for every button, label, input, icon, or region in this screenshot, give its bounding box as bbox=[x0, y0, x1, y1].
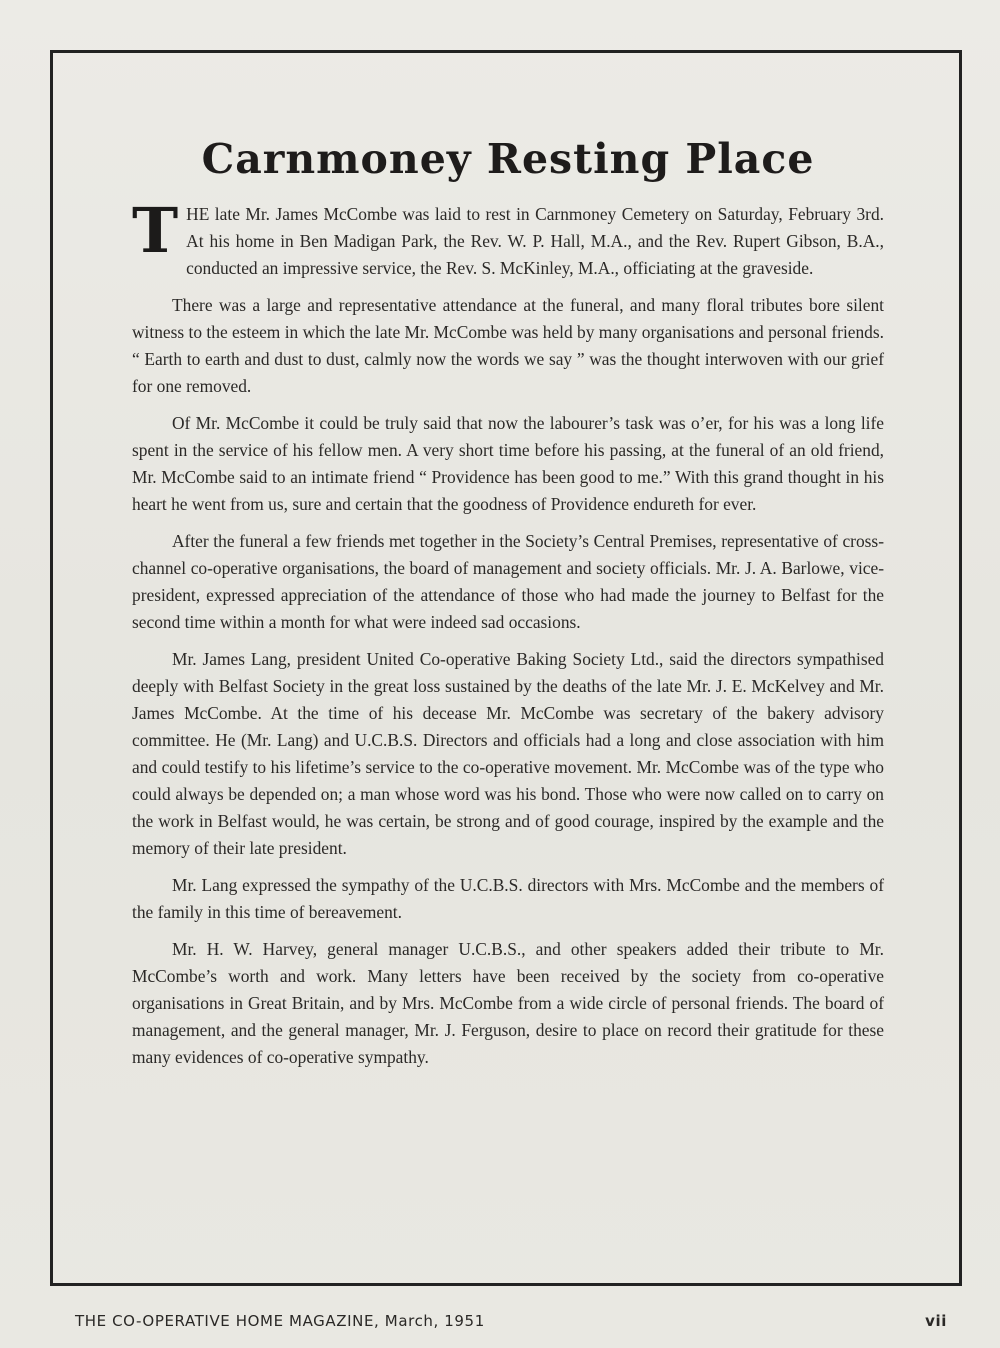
drop-cap: T bbox=[132, 194, 179, 267]
article-paragraph-6: Mr. Lang expressed the sympathy of the U.C.B.S. directors with Mrs. McCombe and the members of the family in this time of bereavement. bbox=[132, 875, 884, 922]
article bbox=[132, 135, 884, 1081]
article-paragraph-4: After the funeral a few friends met together in the Society’s Central Premises, representative of cross-channel co-operative organisations, the board of management and society officials. Mr. J. A. Barlowe, vice-president, expressed appreciation of the attendance of those who had made the journey to Belfast for the second time within a month for what were indeed sad occasions. bbox=[132, 531, 884, 632]
article-paragraph-2: There was a large and representative attendance at the funeral, and many floral tributes bore silent witness to the esteem in which the late Mr. McCombe was held by many organisations and personal friends. “ Earth to earth and dust to dust, calmly now the words we say ” was the thought interwoven with our grief for one removed. bbox=[132, 295, 884, 396]
footer-magazine-name: THE CO-OPERATIVE HOME MAGAZINE, bbox=[75, 1312, 380, 1330]
paragraph-text: HE late Mr. James McCombe was laid to rest in Carnmoney Cemetery on Saturday, February 3rd. At his home in Ben Madigan Park, the Rev. W. P. Hall, M.A., and the Rev. Rupert Gibson, B.A., conducted an impressive service, the Rev. S. McKinley, M.A., officiating at the graveside. bbox=[186, 204, 884, 278]
article-paragraph-3: Of Mr. McCombe it could be truly said that now the labourer’s task was o’er, for his was a long life spent in the service of his fellow men. A very short time before his passing, at the funeral of an old friend, Mr. McCombe said to an intimate friend “ Providence has been good to me.” With this grand thought in his heart he went from us, sure and certain that the goodness of Providence endureth for ever. bbox=[132, 413, 884, 514]
footer-issue-date: March, 1951 bbox=[384, 1312, 485, 1330]
article-title: Carnmoney Resting Place bbox=[201, 135, 815, 183]
article-paragraph-5: Mr. James Lang, president United Co-operative Baking Society Ltd., said the directors sympathised deeply with Belfast Society in the great loss sustained by the deaths of the late Mr. J. E. McKelvey and Mr. James McCombe. At the time of his decease Mr. McCombe was secretary of the bakery advisory committee. He (Mr. Lang) and U.C.B.S. Directors and officials had a long and close association with him and could testify to his lifetime’s service to the co-operative movement. Mr. McCombe was of the type who could always be depended on; a man whose word was his bond. Those who were now called on to carry on the work in Belfast would, he was certain, be strong and of good courage, inspired by the example and the memory of their late president. bbox=[132, 649, 884, 858]
article-paragraph-1 bbox=[132, 194, 884, 282]
article-paragraph-7: Mr. H. W. Harvey, general manager U.C.B.S., and other speakers added their tribute to Mr. McCombe’s worth and work. Many letters have been received by the society from co-operative organisations in Great Britain, and by Mrs. McCombe from a wide circle of personal friends. The board of management, and the general manager, Mr. J. Ferguson, desire to place on record their gratitude for these many evidences of co-operative sympathy. bbox=[132, 939, 884, 1067]
page-footer bbox=[75, 1312, 947, 1330]
footer-page-number: vii bbox=[925, 1312, 947, 1330]
